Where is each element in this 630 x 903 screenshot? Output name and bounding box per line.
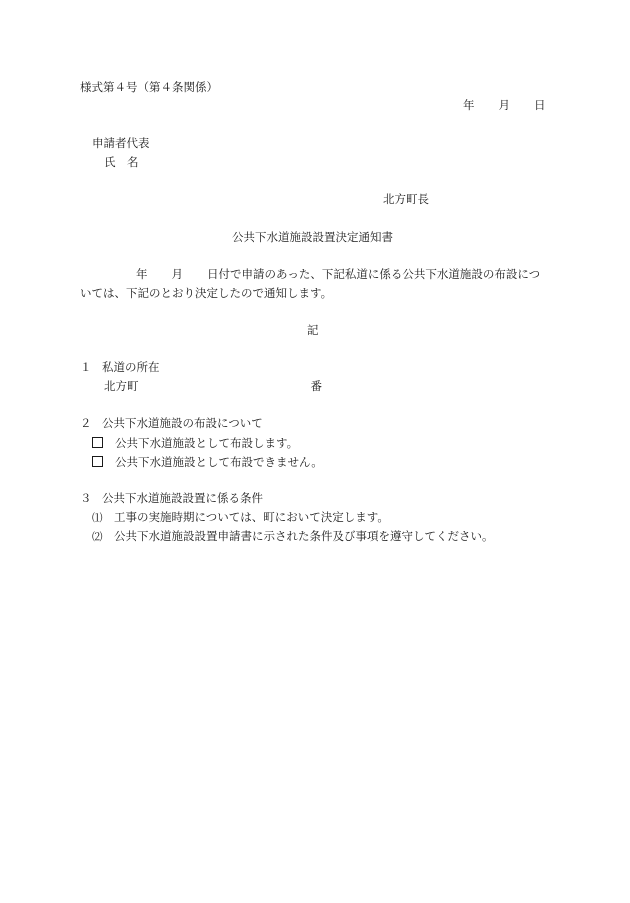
checkbox-install[interactable] (92, 437, 103, 448)
section-2-title: 公共下水道施設の布設について (102, 416, 263, 430)
section-3-title: 公共下水道施設設置に係る条件 (102, 491, 263, 505)
section-3-item-2 (92, 531, 494, 543)
form-number: 様式第４号（第４条関係） (80, 80, 218, 94)
body-paragraph-line-1 (80, 269, 540, 281)
address-ban: 番 (310, 379, 322, 393)
body-month-label: 月 (171, 267, 183, 281)
section-2-option-install (92, 437, 298, 450)
ki-heading: 記 (307, 323, 319, 337)
section-1-address (104, 381, 322, 393)
applicant-name-label: 氏 名 (104, 155, 139, 169)
date-month-label: 月 (498, 98, 510, 112)
item-1-marker: ⑴ (92, 512, 103, 524)
item-1-text: 工事の実施時期については、町において決定します。 (114, 510, 389, 524)
section-1-number: １ (80, 360, 92, 374)
option-install-text: 公共下水道施設として布設します。 (115, 436, 299, 450)
section-2-option-not-install (92, 456, 323, 469)
document-title: 公共下水道施設設置決定通知書 (232, 230, 393, 244)
section-2-number: ２ (80, 416, 92, 430)
address-town: 北方町 (104, 379, 139, 393)
section-1-title: 私道の所在 (102, 360, 160, 374)
section-1-heading (80, 362, 160, 374)
date-year-label: 年 (463, 98, 475, 112)
date-day-label: 日 (534, 98, 546, 112)
body-paragraph-line-2: いては、下記のとおり決定したので通知します。 (80, 286, 333, 300)
section-3-heading (80, 493, 263, 505)
applicant-representative: 申請者代表 (92, 136, 150, 150)
date-line (463, 100, 546, 112)
section-3-number: ３ (80, 491, 92, 505)
item-2-marker: ⑵ (92, 531, 103, 543)
issuer-mayor: 北方町長 (383, 192, 429, 206)
checkbox-not-install[interactable] (92, 456, 103, 467)
section-3-item-1 (92, 512, 389, 524)
body-year-label: 年 (136, 267, 148, 281)
item-2-text: 公共下水道施設設置申請書に示された条件及び事項を遵守してください。 (114, 529, 494, 543)
body-line1-text: 日付で申請のあった、下記私道に係る公共下水道施設の布設につ (207, 267, 541, 281)
option-not-install-text: 公共下水道施設として布設できません。 (115, 455, 323, 469)
section-2-heading (80, 418, 263, 430)
